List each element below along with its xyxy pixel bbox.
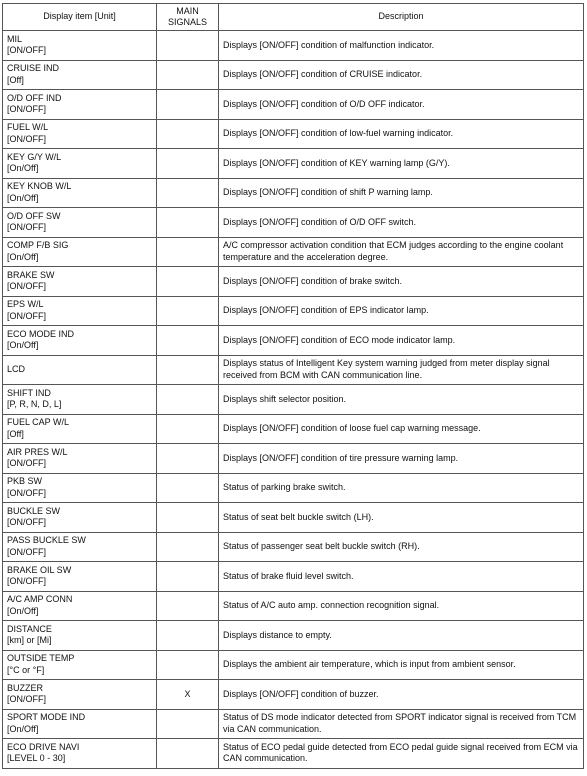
table-row — [3, 237, 584, 267]
display-item-unit: [Off] — [7, 428, 24, 439]
header-main-signals-line2: SIGNALS — [167, 17, 207, 27]
main-signals-cell — [157, 444, 219, 474]
description-cell: Status of ECO pedal guide detected from ECO pedal guide signal received from ECM via CAN communication. — [219, 739, 584, 769]
display-item-name: A/C AMP CONN — [7, 594, 73, 605]
main-signals-cell — [157, 473, 219, 503]
display-item-unit: [ON/OFF] — [7, 281, 46, 292]
display-item-cell — [3, 149, 157, 179]
display-item-unit: [LEVEL 0 - 30] — [7, 753, 66, 764]
display-item-name: AIR PRES W/L — [7, 446, 68, 457]
main-signals-cell — [157, 385, 219, 415]
display-item-name: SPORT MODE IND — [7, 712, 86, 723]
display-item-cell — [3, 621, 157, 651]
display-item-cell — [3, 296, 157, 326]
description-cell: A/C compressor activation condition that ECM judges according to the engine coolant temperature and the acceleration degree. — [219, 237, 584, 267]
display-item-name: FUEL CAP W/L — [7, 417, 70, 428]
description-cell: Displays [ON/OFF] condition of brake switch. — [219, 267, 584, 297]
header-main-signals — [157, 4, 219, 31]
main-signals-cell — [157, 237, 219, 267]
display-item-unit: [On/Off] — [7, 723, 39, 734]
display-item-name: BRAKE SW — [7, 269, 55, 280]
description-cell: Displays [ON/OFF] condition of O/D OFF indicator. — [219, 90, 584, 120]
main-signals-cell — [157, 414, 219, 444]
description-cell: Displays [ON/OFF] condition of low-fuel warning indicator. — [219, 119, 584, 149]
display-item-cell — [3, 532, 157, 562]
display-item-cell — [3, 355, 157, 385]
display-item-unit: [ON/OFF] — [7, 222, 46, 233]
display-item-cell — [3, 31, 157, 61]
main-signals-cell — [157, 355, 219, 385]
display-item-unit: [°C or °F] — [7, 664, 45, 675]
main-signals-cell — [157, 326, 219, 356]
display-item-name: O/D OFF IND — [7, 92, 62, 103]
header-main-signals-line1: MAIN — [176, 5, 199, 16]
display-item-name: KEY KNOB W/L — [7, 181, 72, 192]
display-item-name: ECO MODE IND — [7, 328, 75, 339]
table-row — [3, 591, 584, 621]
display-item-cell — [3, 680, 157, 710]
table-row — [3, 473, 584, 503]
display-item-unit: [km] or [Mi] — [7, 635, 52, 646]
display-item-unit: [On/Off] — [7, 192, 39, 203]
display-item-cell — [3, 90, 157, 120]
table-row — [3, 414, 584, 444]
table-row — [3, 562, 584, 592]
main-signals-cell — [157, 208, 219, 238]
table-row — [3, 296, 584, 326]
table-row — [3, 326, 584, 356]
display-item-unit: [ON/OFF] — [7, 487, 46, 498]
main-signals-cell — [157, 60, 219, 90]
main-signals-cell — [157, 532, 219, 562]
main-signals-cell — [157, 119, 219, 149]
display-item-cell — [3, 739, 157, 769]
description-cell: Displays [ON/OFF] condition of buzzer. — [219, 680, 584, 710]
display-item-cell — [3, 119, 157, 149]
display-item-cell — [3, 709, 157, 739]
main-signals-cell — [157, 650, 219, 680]
display-item-unit: [On/Off] — [7, 605, 39, 616]
display-item-unit: [ON/OFF] — [7, 576, 46, 587]
description-cell: Displays distance to empty. — [219, 621, 584, 651]
table-row — [3, 178, 584, 208]
display-item-name: SHIFT IND — [7, 387, 51, 398]
display-item-name: OUTSIDE TEMP — [7, 653, 75, 664]
description-cell: Displays [ON/OFF] condition of O/D OFF switch. — [219, 208, 584, 238]
display-item-unit: [ON/OFF] — [7, 133, 46, 144]
description-cell: Displays the ambient air temperature, which is input from ambient sensor. — [219, 650, 584, 680]
display-item-unit: [On/Off] — [7, 163, 39, 174]
display-item-cell — [3, 650, 157, 680]
display-item-name: COMP F/B SIG — [7, 240, 69, 251]
display-item-cell — [3, 414, 157, 444]
display-item-unit: [ON/OFF] — [7, 458, 46, 469]
table-row — [3, 503, 584, 533]
table-row — [3, 208, 584, 238]
display-item-name: BRAKE OIL SW — [7, 564, 72, 575]
display-item-name: O/D OFF SW — [7, 210, 61, 221]
display-item-cell — [3, 591, 157, 621]
main-signals-cell — [157, 503, 219, 533]
table-row — [3, 385, 584, 415]
display-item-unit: [ON/OFF] — [7, 517, 46, 528]
display-item-unit: [Off] — [7, 74, 24, 85]
display-item-name: BUZZER — [7, 682, 43, 693]
display-item-name: EPS W/L — [7, 299, 44, 310]
display-item-cell — [3, 326, 157, 356]
description-cell: Status of seat belt buckle switch (LH). — [219, 503, 584, 533]
main-signals-cell: X — [157, 680, 219, 710]
table-row — [3, 739, 584, 769]
table-row — [3, 119, 584, 149]
main-signals-cell — [157, 31, 219, 61]
main-signals-cell — [157, 178, 219, 208]
display-item-cell — [3, 178, 157, 208]
display-item-unit: [ON/OFF] — [7, 694, 46, 705]
description-cell: Displays status of Intelligent Key system warning judged from meter display signal received from BCM with CAN communication line. — [219, 355, 584, 385]
display-item-unit: [On/Off] — [7, 340, 39, 351]
table-row — [3, 532, 584, 562]
display-item-unit: [ON/OFF] — [7, 310, 46, 321]
display-item-name: CRUISE IND — [7, 63, 60, 74]
table-row — [3, 60, 584, 90]
display-item-cell — [3, 562, 157, 592]
description-cell: Displays [ON/OFF] condition of EPS indicator lamp. — [219, 296, 584, 326]
description-cell: Displays [ON/OFF] condition of ECO mode indicator lamp. — [219, 326, 584, 356]
display-item-cell — [3, 237, 157, 267]
table-row — [3, 267, 584, 297]
display-item-name: FUEL W/L — [7, 122, 49, 133]
display-item-cell — [3, 385, 157, 415]
table-row — [3, 650, 584, 680]
description-cell: Displays shift selector position. — [219, 385, 584, 415]
table-row — [3, 355, 584, 385]
display-item-name: PKB SW — [7, 476, 43, 487]
description-cell: Displays [ON/OFF] condition of tire pressure warning lamp. — [219, 444, 584, 474]
display-item-name: BUCKLE SW — [7, 505, 61, 516]
main-signals-cell — [157, 562, 219, 592]
display-item-unit: [ON/OFF] — [7, 104, 46, 115]
table-row — [3, 680, 584, 710]
header-description: Description — [219, 4, 584, 31]
table-header-row — [3, 4, 584, 31]
display-item-cell — [3, 267, 157, 297]
description-cell: Status of parking brake switch. — [219, 473, 584, 503]
description-cell: Displays [ON/OFF] condition of KEY warning lamp (G/Y). — [219, 149, 584, 179]
description-cell: Status of DS mode indicator detected from SPORT indicator signal is received from TCM via CAN communication. — [219, 709, 584, 739]
table-row — [3, 149, 584, 179]
description-cell: Status of passenger seat belt buckle switch (RH). — [219, 532, 584, 562]
main-signals-cell — [157, 739, 219, 769]
table-row — [3, 621, 584, 651]
main-signals-cell — [157, 591, 219, 621]
main-signals-cell — [157, 621, 219, 651]
display-item-name: PASS BUCKLE SW — [7, 535, 86, 546]
table-row — [3, 444, 584, 474]
description-cell: Displays [ON/OFF] condition of loose fuel cap warning message. — [219, 414, 584, 444]
header-display-item: Display item [Unit] — [3, 4, 157, 31]
display-item-cell — [3, 208, 157, 238]
display-item-unit: [P, R, N, D, L] — [7, 399, 62, 410]
display-item-name: ECO DRIVE NAVI — [7, 741, 80, 752]
table-row — [3, 709, 584, 739]
display-item-name: LCD — [7, 364, 26, 374]
display-item-cell — [3, 473, 157, 503]
display-item-cell — [3, 444, 157, 474]
description-cell: Displays [ON/OFF] condition of CRUISE indicator. — [219, 60, 584, 90]
main-signals-cell — [157, 90, 219, 120]
description-cell: Displays [ON/OFF] condition of malfunction indicator. — [219, 31, 584, 61]
display-item-unit: [On/Off] — [7, 251, 39, 262]
description-cell: Displays [ON/OFF] condition of shift P warning lamp. — [219, 178, 584, 208]
main-signals-cell — [157, 709, 219, 739]
main-signals-cell — [157, 296, 219, 326]
display-item-cell — [3, 60, 157, 90]
table-row — [3, 31, 584, 61]
main-signals-cell — [157, 149, 219, 179]
description-cell: Status of A/C auto amp. connection recognition signal. — [219, 591, 584, 621]
table-row — [3, 90, 584, 120]
display-item-unit: [ON/OFF] — [7, 45, 46, 56]
main-signals-cell — [157, 267, 219, 297]
display-item-name: KEY G/Y W/L — [7, 151, 62, 162]
display-item-cell — [3, 503, 157, 533]
display-item-table — [2, 3, 584, 769]
display-item-name: MIL — [7, 33, 23, 44]
description-cell: Status of brake fluid level switch. — [219, 562, 584, 592]
display-item-name: DISTANCE — [7, 623, 52, 634]
display-item-unit: [ON/OFF] — [7, 546, 46, 557]
